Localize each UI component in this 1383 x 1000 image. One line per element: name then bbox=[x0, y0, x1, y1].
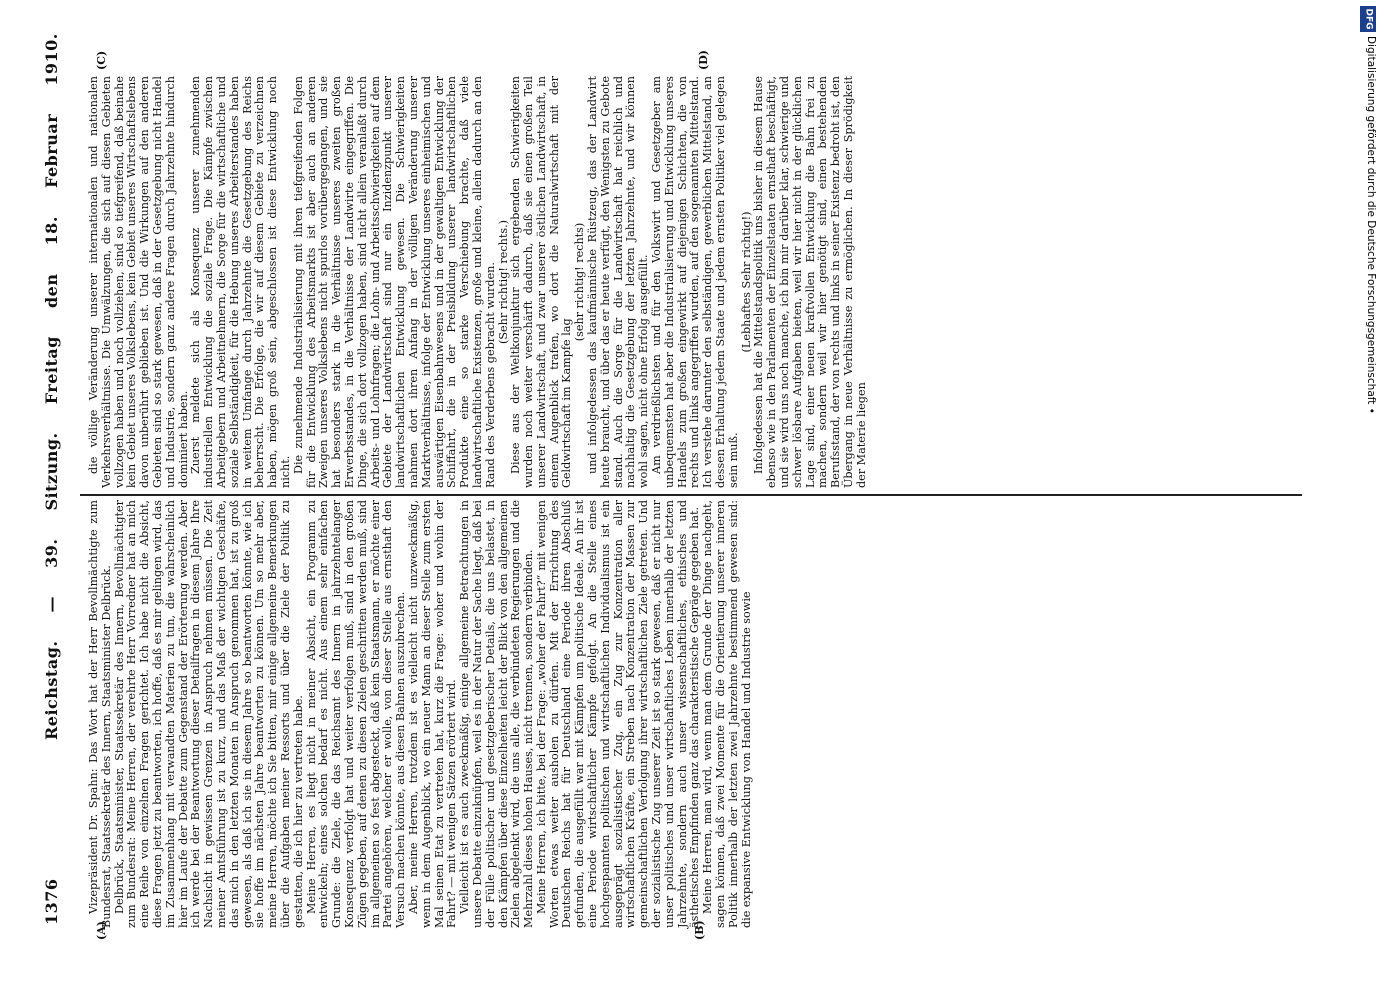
paragraph: die völlige Veränderung unserer internationalen und nationalen Verkehrsverhältnisse. Die Umwälzungen, die sich auf diesen Gebieten vollzogen haben und noch vollziehen, sind so tiefgreifend, daß beinahe kein Gebiet unseres Volkslebens, kein Gebiet unseres Wirtschaftslebens davon unberührt geblieben ist. Und die Wirkungen auf den anderen Gebieten sind so stark gewesen, daß in der Gesetzgebung nicht Handel und Industrie, sondern ganz andere Fragen durch Jahrzehnte hindurch dominiert haben. bbox=[87, 76, 190, 488]
paragraph: Vielleicht ist es auch zweckmäßig, einige allgemeine Betrachtungen in unsere Debatte einzuknüpfen, weil es in der Natur der Sache liegt, daß bei der Fülle politischer und gesetzgeberischer Details, die uns belastet, in den Kämpfen über diese Einzelheiten leicht der Blick von den allgemeinen Zielen abgelenkt wird, die uns alle, die verbündeten Regierungen und die Mehrzahl dieses hohen Hauses, nicht trennen, sondern verbinden. bbox=[458, 500, 536, 928]
paragraph: Zuerst meldete sich als Konsequenz unserer zunehmenden industriellen Entwicklung die soziale Frage. Die Kämpfe zwischen Arbeitgebern und Arbeitnehmern, die Sorge für die wirtschaftliche und soziale Selbständigkeit, für die Hebung unseres Arbeiterstandes haben in weitem Umfange durch Jahrzehnte die Gesetzgebung des Reichs beherrscht. Die Erfolge, die wir auf diesem Gebiete zu verzeichnen haben, mögen groß sein, abgeschlossen ist diese Entwicklung noch nicht. bbox=[189, 76, 292, 488]
dfg-logo: DFG bbox=[1360, 6, 1376, 32]
digitization-credit: Digitalisierung gefördert durch die Deutsche Forschungsgemeinschaft • bbox=[1365, 36, 1377, 414]
paragraph: Aber, meine Herren, trotzdem ist es vielleicht nicht unzweckmäßig, wenn in dem Augenblick, wo ein neuer Mann an dieser Stelle zum ersten Mal seinen Etat zu vertreten hat, kurz die Frage: woher und wohin der Fahrt? — mit wenigen Sätzen erörtert wird. bbox=[406, 500, 459, 928]
paragraph: Meine Herren, man wird, wenn man dem Grunde der Dinge nachgeht, sagen können, daß zwei Momente für die Orientierung unserer inneren Politik innerhalb der letzten zwei Jahrzehnte bestimmend gewesen sind: die expansive Entwicklung von Handel und Industrie sowie bbox=[701, 500, 753, 928]
paragraph: Diese aus der Weltkonjunktur sich ergebenden Schwierigkeiten wurden noch weiter verschärft dadurch, daß sie einen großen Teil unserer Landwirtschaft, und zwar unserer östlichen Landwirtschaft, in einem Augenblick trafen, wo dort die Naturalwirtschaft mit der Geldwirtschaft im Kampfe lag bbox=[509, 76, 574, 488]
paragraph: Die zunehmende Industrialisierung mit ihren tiefgreifenden Folgen für die Entwicklung des Arbeitsmarkts ist aber auch an anderen Zweigen unseres Volkslebens nicht spurlos vorübergegangen, und sie hat besonders stark in die Verhältnisse unseres zweiten großen Erwerbsstandes, in die Verhältnisse der Landwirte eingegriffen. Die Dinge, die sich dort vollzogen haben, sind nicht allein veranlaßt durch Arbeits- und Lohnfragen; die Lohn- und Arbeitsschwierigkeiten auf dem Gebiete der Landwirtschaft sind nur ein Inzidenzpunkt unserer landwirtschaftlichen Entwicklung gewesen. Die Schwierigkeiten nahmen dort ihren Anfang in der völligen Veränderung unserer Marktverhältnisse, infolge der Entwicklung unseres einheimischen und auswärtigen Eisenbahnwesens und in der gewaltigen Entwicklung der Schiffahrt, die in der Preisbildung unserer landwirtschaftlichen Produkte eine so starke Verschiebung brachte, daß viele landwirtschaftliche Existenzen, große und kleine, allein dadurch an den Rand des Verderbens gebracht wurden. bbox=[291, 76, 497, 488]
paragraph: Vizepräsident Dr. Spahn: Das Wort hat der Herr Bevollmächtigte zum Bundesrat, Staatssekretär des Innern, Staatsminister Delbrück. bbox=[87, 500, 113, 928]
interjection: (Sehr richtig! rechts.) bbox=[496, 219, 510, 345]
margin-mark-b: (B) bbox=[693, 920, 706, 940]
margin-mark-d: (D) bbox=[697, 50, 710, 70]
paragraph: Meine Herren, es liegt nicht in meiner Absicht, ein Programm zu entwickeln; eines solchen bedarf es nicht. Aus einem sehr einfachen Grunde: die Ziele, die das Reichsamt des Innern in jahrzehntelanger Konsequenz verfolgt hat und weiter verfolgen muß, sind in den großen Zügen gegeben, auf denen zu diesen Zielen geschritten werden muß, sind im allgemeinen so fest abgesteckt, daß kein Staatsmann, er möchte einer Partei angehören, welcher er wolle, von dieser Stelle aus ernsthaft den Versuch machen könnte, aus diesen Bahnen auszubrechen. bbox=[304, 500, 408, 928]
interjection: (Lebhaftes Sehr richtig!) bbox=[739, 211, 753, 353]
page-header: Reichstag. — 39. Sitzung. Freitag den 18. Februar 1910. bbox=[42, 33, 61, 740]
paragraph: Infolgedessen hat die Mittelstandspolitik uns bisher in diesem Hause ebenso wie in den Parlamenten der Einzelstaaten ernsthaft beschäftigt, und sie wird uns noch manche, ich bin mir darüber klar, schwierige und schwer lösbare Aufgaben bieten, weil wir hier nicht in der glücklichen Lage sind, einer neuen kraftvollen Entwicklung die Bahn frei zu machen, sondern weil wir hier genötigt sind, einen bestehenden Berufsstand, der von rechts und links in seiner Existenz bedroht ist, den Übergang in neue Verhältnisse zu ermöglichen. In dieser Sprödigkeit der Materie liegen bbox=[752, 76, 868, 488]
column-left bbox=[88, 500, 1298, 928]
paragraph: Am verdrießlichsten und für den Volkswirt und Gesetzgeber am unbequemsten hat aber die Industrialisierung und Entwicklung unseres Handels zum großen eingewirkt auf diejenigen Schichten, die von rechts und links angegriffen wurden, auf den sogenannten Mittelstand. Ich verstehe darunter den selbständigen, gewerblichen Mittelstand, an dessen Erhaltung jedem Staate und jedem ernsten Politiker viel gelegen sein muß. bbox=[650, 76, 740, 488]
margin-mark-a: (A) bbox=[95, 921, 108, 940]
paragraph: und infolgedessen das kaufmännische Rüstzeug, das der Landwirt heute braucht, und über das er heute verfügt, den Wenigsten zu Gebote stand. Auch die Sorge für die Landwirtschaft hat reichlich und nachhaltig die Gesetzgebung der letzten Jahrzehnte, und wir können wohl sagen, nicht ohne Erfolg ausgefüllt. bbox=[586, 76, 651, 488]
interjection: (sehr richtig! rechts) bbox=[573, 222, 587, 342]
paragraph: Delbrück, Staatsminister, Staatssekretär des Innern, Bevollmächtigter zum Bundesrat: Meine Herren, der verehrte Herr Vorredner hat an mich eine Reihe von einzelnen Fragen gerichtet. Ich habe nicht die Absicht, diese Fragen jetzt zu beantworten, ich hoffe, daß es mir gelingen wird, das im Zusammenhang mit verwandten Materien zu tun, die wahrscheinlich hier im Laufe der Debatte zum Gegenstand der Erörterung werden. Aber ich werde bei der Beantwortung dieser Detailfragen in diesem Jahre Ihre Nachsicht in gewissen Grenzen in Anspruch nehmen müssen. Die Zeit meiner Amtsführung ist zu kurz, und das Maß der wichtigen Geschäfte, das mich in den letzten Monaten in Anspruch genommen hat, ist zu groß gewesen, als daß ich sie in diesem Jahre so beantworten könnte, wie ich sie hoffe im nächsten Jahre beantworten zu können. Um so mehr aber, meine Herren, möchte ich Sie bitten, mir einige allgemeine Bemerkungen über die Aufgaben meiner Ressorts und über die Ziele der Politik zu gestatten, die ich hier zu vertreten habe. bbox=[112, 500, 305, 928]
column-divider bbox=[80, 494, 1302, 496]
margin-mark-c: (C) bbox=[95, 50, 108, 70]
page-number: 1376 bbox=[42, 878, 61, 925]
column-right bbox=[88, 76, 1298, 488]
paragraph: Meine Herren, ich bitte, bei der Frage: „woher der Fahrt?“ mit wenigen Worten etwas weiter ausholen zu dürfen. Mit der Errichtung des Deutschen Reichs hat für Deutschland eine Periode ihren Abschluß gefunden, die ausgefüllt war mit Kämpfen um politische Ideale. An ihr ist eine Periode wirtschaftlicher Kämpfe gefolgt. An die Stelle eines hochgespannten politischen und wirtschaftlichen Individualismus ist ein ausgeprägt sozialistischer Zug, ein Zug zur Konzentration aller wirtschaftlichen Kräfte, ein Streben nach Konzentration der Massen zur gemeinschaftlichen Verfolgung ihrer wirtschaftlichen Ziele getreten. Und der sozialistische Zug unserer Zeit ist so stark gewesen, daß er nicht nur unser politisches und unser wirtschaftliches Leben innerhalb der letzten Jahrzehnte, sondern auch unser wissenschaftliches, ethisches und ästhetisches Empfinden ganz das charakteristische Gepräge gegeben hat. bbox=[534, 500, 702, 928]
